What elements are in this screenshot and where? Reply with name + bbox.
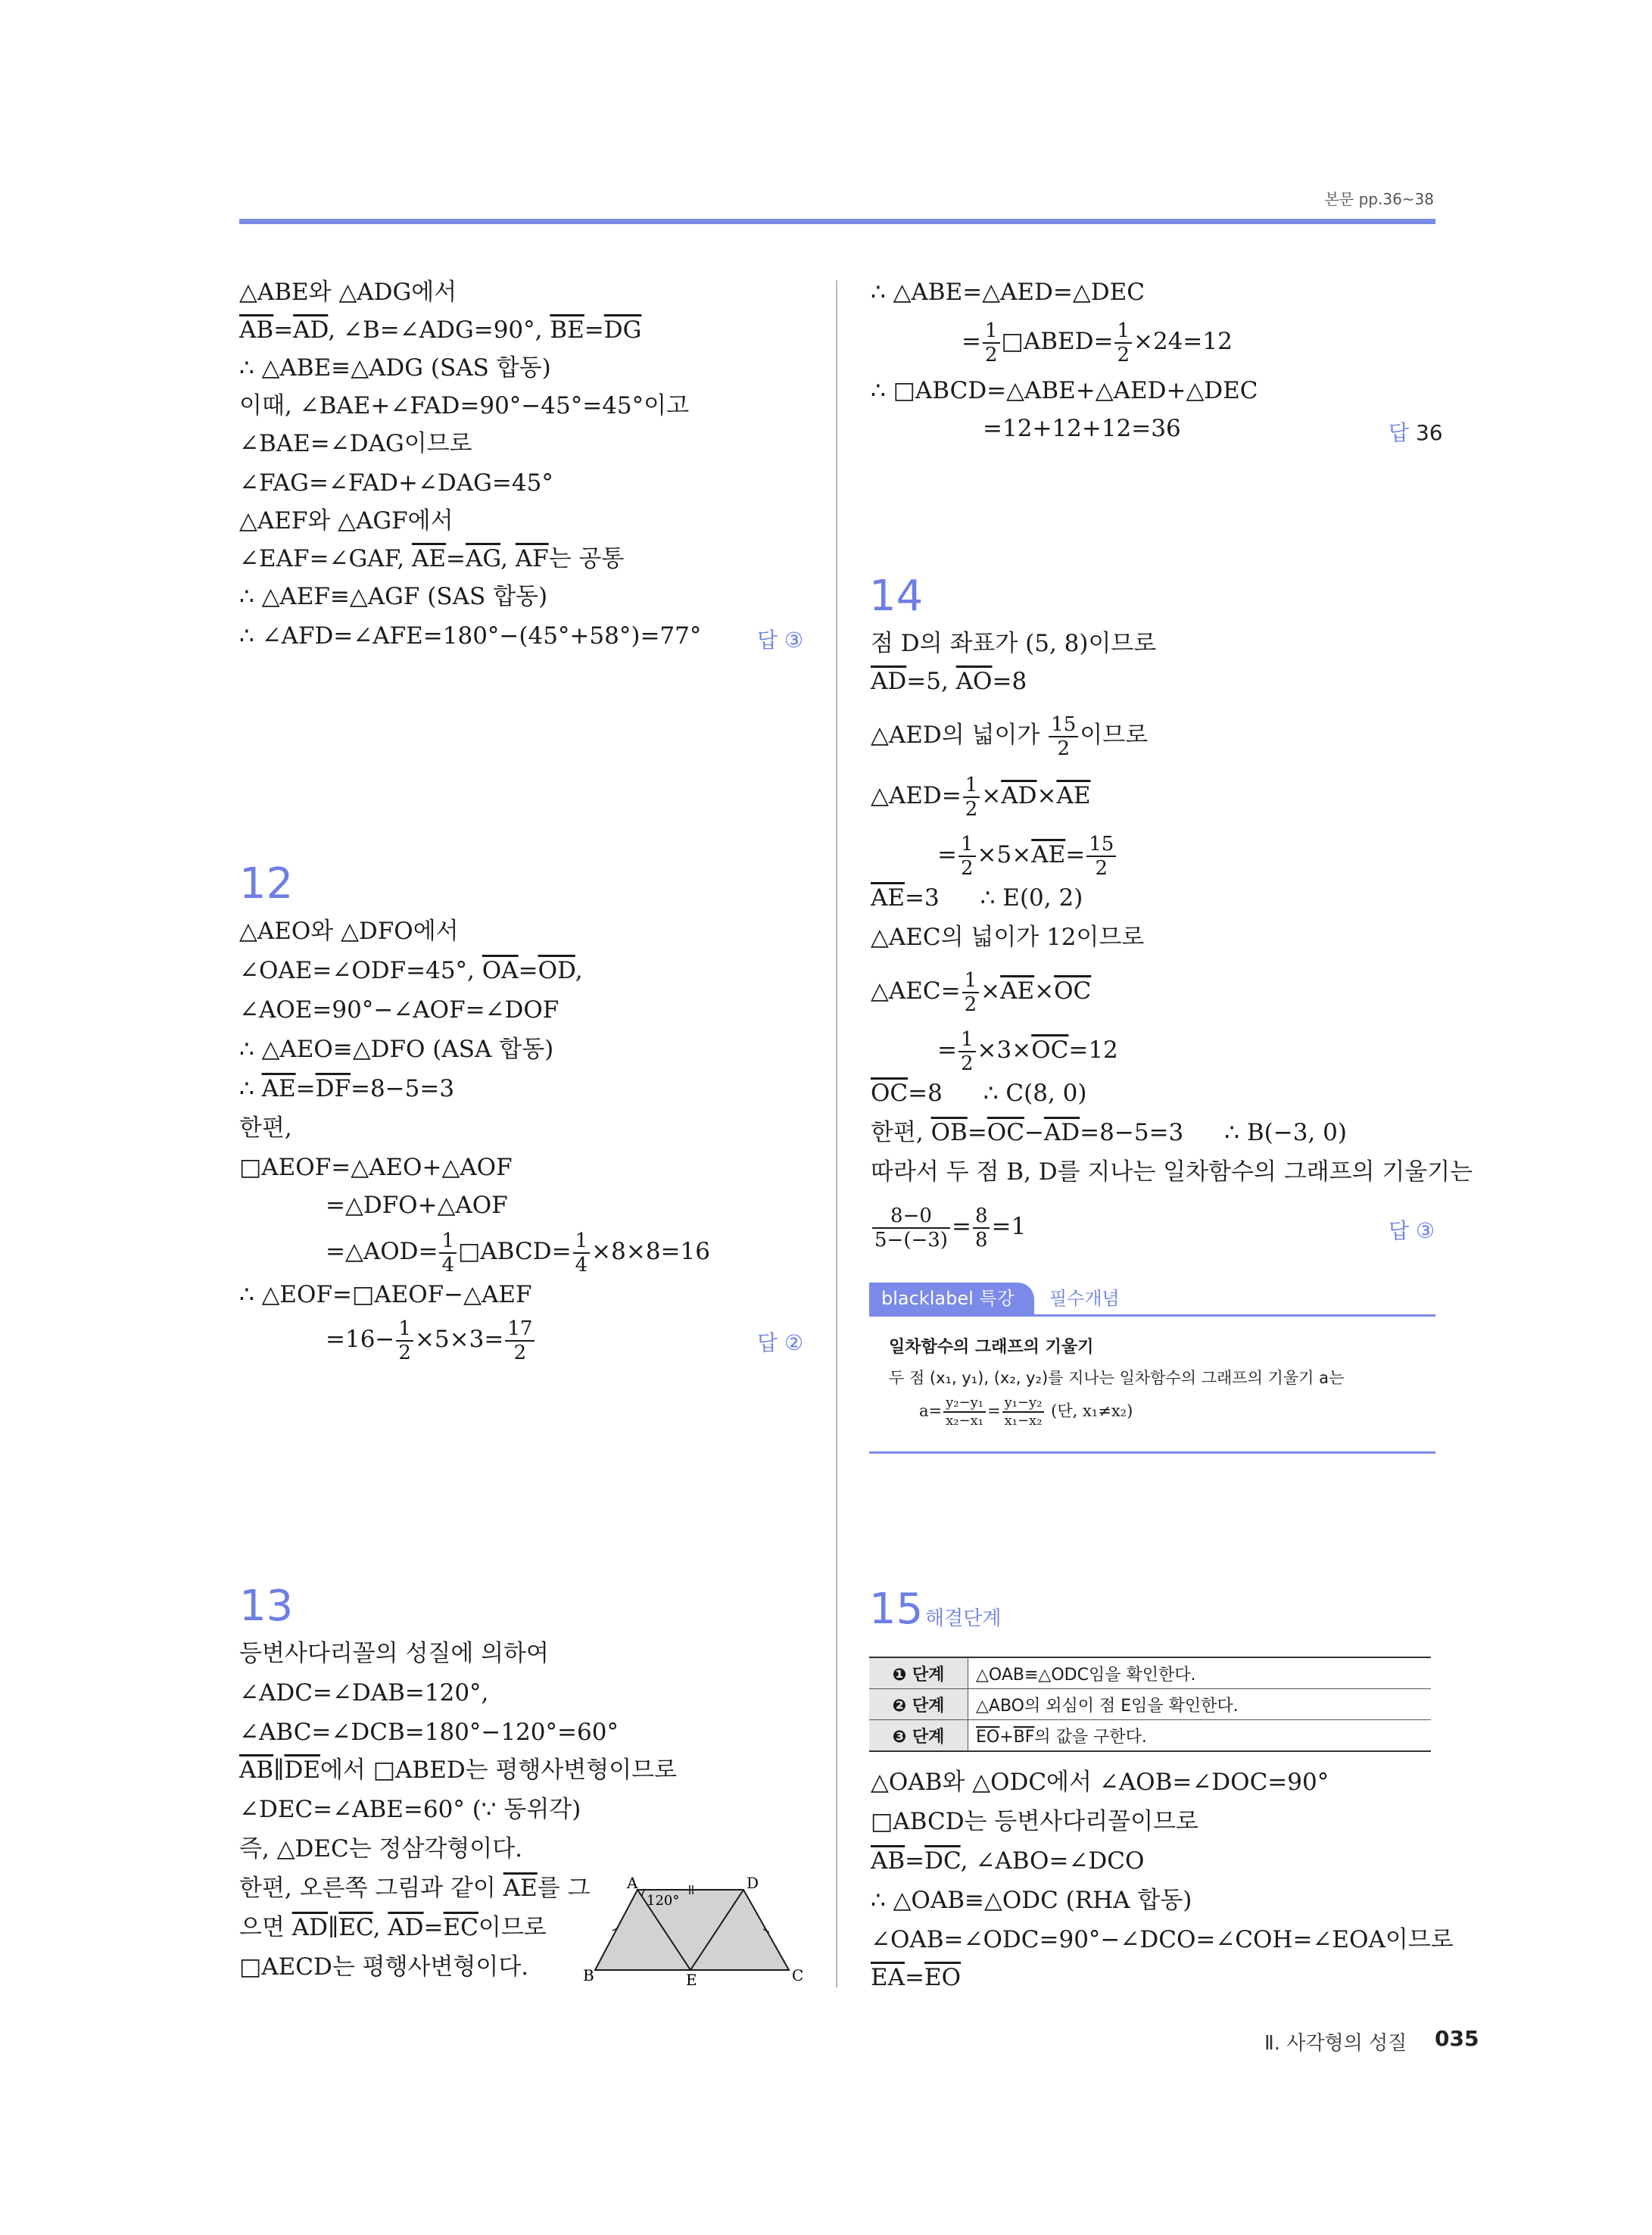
label-b: B: [583, 1966, 594, 1984]
text-line: 즉, △DEC는 정삼각형이다.: [239, 1835, 523, 1862]
step-text: △ABO의 외심이 점 E임을 확인한다.: [968, 1689, 1432, 1720]
text-line: ∴ △OAB≡△ODC (RHA 합동): [871, 1887, 1192, 1914]
column-separator: [836, 280, 837, 1987]
text-line: = $\frac{1}{2}$ □ABED= $\frac{1}{2}$ ×24=12: [962, 319, 1233, 366]
text-line: ∠ABC=∠DCB=180°−120°=60°: [239, 1719, 619, 1746]
problem-number: 12: [239, 859, 294, 909]
blacklabel-top-rule: [869, 1314, 1435, 1317]
text-line: = $\frac{1}{2}$ $\times 5\times\overline{AE}=$ $\frac{15}{2}$: [937, 828, 1117, 881]
text-line: △AEC의 넓이가 12이므로: [871, 924, 1145, 951]
text-line: ∠BAE=∠DAG이므로: [239, 430, 472, 457]
page-reference: 본문 pp.36~38: [1324, 190, 1434, 208]
answer-label: 답 ③: [757, 628, 804, 653]
text-line: $\overline{EA}=\overline{EO}$: [871, 1964, 962, 1991]
text-line: △AEC= $\frac{1}{2}$ $\times\overline{AE}\times\overline{OC}$: [871, 968, 1092, 1016]
label-c: C: [792, 1966, 804, 1984]
text-line: □ABCD는 등변사다리꼴이므로: [871, 1808, 1198, 1835]
text-line: ∴ $\overline{AE}=\overline{DF}=8-5=3$: [239, 1075, 455, 1102]
step-row: [869, 1689, 1431, 1720]
step-label: ❸ 단계: [869, 1720, 968, 1752]
label-a: A: [627, 1875, 638, 1892]
text-line: ∴ △AEF≡△AGF (SAS 합동): [239, 583, 548, 610]
text-line: $\overline{AD}=5$, $\overline{AO}=8$: [871, 668, 1027, 695]
text-line: 으면 $\overline{AD}\parallel\overline{EC}$, $\overline{AD}=\overline{EC}$이므로: [239, 1914, 547, 1941]
step-row: [869, 1720, 1431, 1752]
step-row: [869, 1657, 1431, 1689]
page-number: 035: [1435, 2026, 1479, 2051]
text-line: ∴ △ABE≡△ADG (SAS 합동): [239, 354, 551, 382]
problem-number: 15: [869, 1585, 924, 1634]
text-line: ∴ △AEO≡△DFO (ASA 합동): [239, 1036, 554, 1063]
text-line: $\overline{OC}=8$ ∴ C(8, 0): [871, 1080, 1087, 1107]
blacklabel-tab: blacklabel 특강: [869, 1283, 1034, 1314]
text-line: ∠OAB=∠ODC=90°−∠DCO=∠COH=∠EOA이므로: [871, 1926, 1454, 1953]
blacklabel-text: 두 점 (x₁, y₁), (x₂, y₂)를 지나는 일차함수의 그래프의 기울기 a는: [889, 1369, 1345, 1387]
angle-label: 120°: [647, 1893, 680, 1909]
step-text: $\overline{EO}+\overline{BF}$의 값을 구한다.: [968, 1720, 1432, 1752]
trapezoid-figure: [583, 1875, 810, 1985]
problem-number: 14: [869, 572, 924, 621]
text-line: ∴ □ABCD=△ABE+△AED+△DEC: [871, 377, 1258, 404]
step-label: ❶ 단계: [869, 1657, 968, 1689]
label-d: D: [747, 1875, 759, 1892]
blacklabel-subtab: 필수개념: [1049, 1288, 1120, 1309]
text-line: 등변사다리꼴의 성질에 의하여: [239, 1640, 550, 1667]
text-line: =12+12+12=36: [983, 415, 1181, 442]
text-line: 한편, 오른쪽 그림과 같이 $\overline{AE}$를 그: [239, 1875, 591, 1902]
text-line: ∴ △EOF=□AEOF−△AEF: [239, 1281, 532, 1308]
text-line: △AED= $\frac{1}{2}$ $\times\overline{AD}\times\overline{AE}$: [871, 773, 1091, 821]
text-line: ∠OAE=∠ODF=45°, $\overline{OA}=\overline{OD}$,: [239, 957, 583, 984]
text-line: $\overline{AB}\parallel\overline{DE}$에서 □ABED는 평행사변형이므로: [239, 1757, 678, 1784]
text-line: $\frac{8-0}{5-(-3)}$ = $\frac{8}{8}$ =1: [871, 1198, 1026, 1255]
text-line: 한편, $\overline{OB}=\overline{OC}-\overline{AD}=8-5=3$ ∴ B(−3, 0): [871, 1119, 1347, 1146]
step-label: ❷ 단계: [869, 1689, 968, 1720]
text-line: △AEO와 △DFO에서: [239, 918, 459, 945]
text-line: ∴ ∠AFD=∠AFE=180°−(45°+58°)=77°: [239, 622, 702, 650]
text-line: $\overline{AB}=\overline{AD}$, ∠B=∠ADG=90°, $\overline{BE}=\overline{DG}$: [239, 316, 642, 344]
solution-steps-label: 해결단계: [925, 1607, 1002, 1630]
text-line: 점 D의 좌표가 (5, 8)이므로: [871, 630, 1157, 657]
text-line: 따라서 두 점 B, D를 지나는 일차함수의 그래프의 기울기는: [871, 1158, 1473, 1186]
trapezoid-shape: [595, 1890, 789, 1970]
text-line: $\overline{AB}=\overline{DC}$, ∠ABO=∠DCO: [871, 1847, 1145, 1875]
text-line: □AEOF=△AEO+△AOF: [239, 1154, 513, 1181]
text-line: =△DFO+△AOF: [326, 1192, 508, 1219]
text-line: ∠AOE=90°−∠AOF=∠DOF: [239, 996, 559, 1024]
text-line: □AECD는 평행사변형이다.: [239, 1953, 529, 1981]
text-line: =16− $\frac{1}{2}$ ×5×3= $\frac{17}{2}$: [326, 1313, 536, 1366]
step-text: △OAB≡△ODC임을 확인한다.: [968, 1657, 1432, 1689]
text-line: △AED의 넓이가 $\frac{15}{2}$ 이므로: [871, 712, 1149, 760]
chapter-title: Ⅱ. 사각형의 성질: [1264, 2032, 1407, 2055]
text-line: 한편,: [239, 1114, 292, 1142]
text-line: ∠ADC=∠DAB=120°,: [239, 1679, 489, 1707]
text-line: △AEF와 △AGF에서: [239, 507, 454, 535]
text-line: 이때, ∠BAE+∠FAD=90°−45°=45°이고: [239, 392, 690, 419]
answer-label: 답 36: [1389, 420, 1443, 445]
label-e: E: [686, 1971, 697, 1985]
text-line: ∠EAF=∠GAF, $\overline{AE}=\overline{AG}$, $\overline{AF}$는 공통: [239, 545, 625, 572]
answer-label: 답 ③: [1389, 1218, 1435, 1243]
text-line: △ABE와 △ADG에서: [239, 279, 457, 306]
answer-label: 답 ②: [757, 1330, 804, 1355]
header-rule: [239, 219, 1435, 224]
text-line: ∠FAG=∠FAD+∠DAG=45°: [239, 469, 553, 497]
problem-number: 13: [239, 1582, 294, 1631]
text-line: = $\frac{1}{2}$ $\times 3\times\overline{OC}=12$: [937, 1027, 1118, 1075]
steps-table: [869, 1657, 1431, 1752]
blacklabel-formula: a= $\frac{\text{y₂−y₁}}{\text{x₂−x₁}}$ = $\frac{\text{y₁−y₂}}{\text{x₁−x₂}}$ (단, x₁≠x₂): [919, 1395, 1133, 1429]
text-line: ∴ △ABE=△AED=△DEC: [871, 279, 1145, 306]
blacklabel-bottom-rule: [869, 1451, 1435, 1454]
blacklabel-title: 일차함수의 그래프의 기울기: [889, 1338, 1094, 1357]
text-line: △OAB와 △ODC에서 ∠AOB=∠DOC=90°: [871, 1769, 1329, 1796]
text-line: $\overline{AE}=3$ ∴ E(0, 2): [871, 884, 1083, 912]
text-line: ∠DEC=∠ABE=60° (∵ 동위각): [239, 1796, 581, 1823]
text-line: =△AOD= $\frac{1}{4}$ □ABCD= $\frac{1}{4}$ ×8×8=16: [326, 1229, 710, 1276]
